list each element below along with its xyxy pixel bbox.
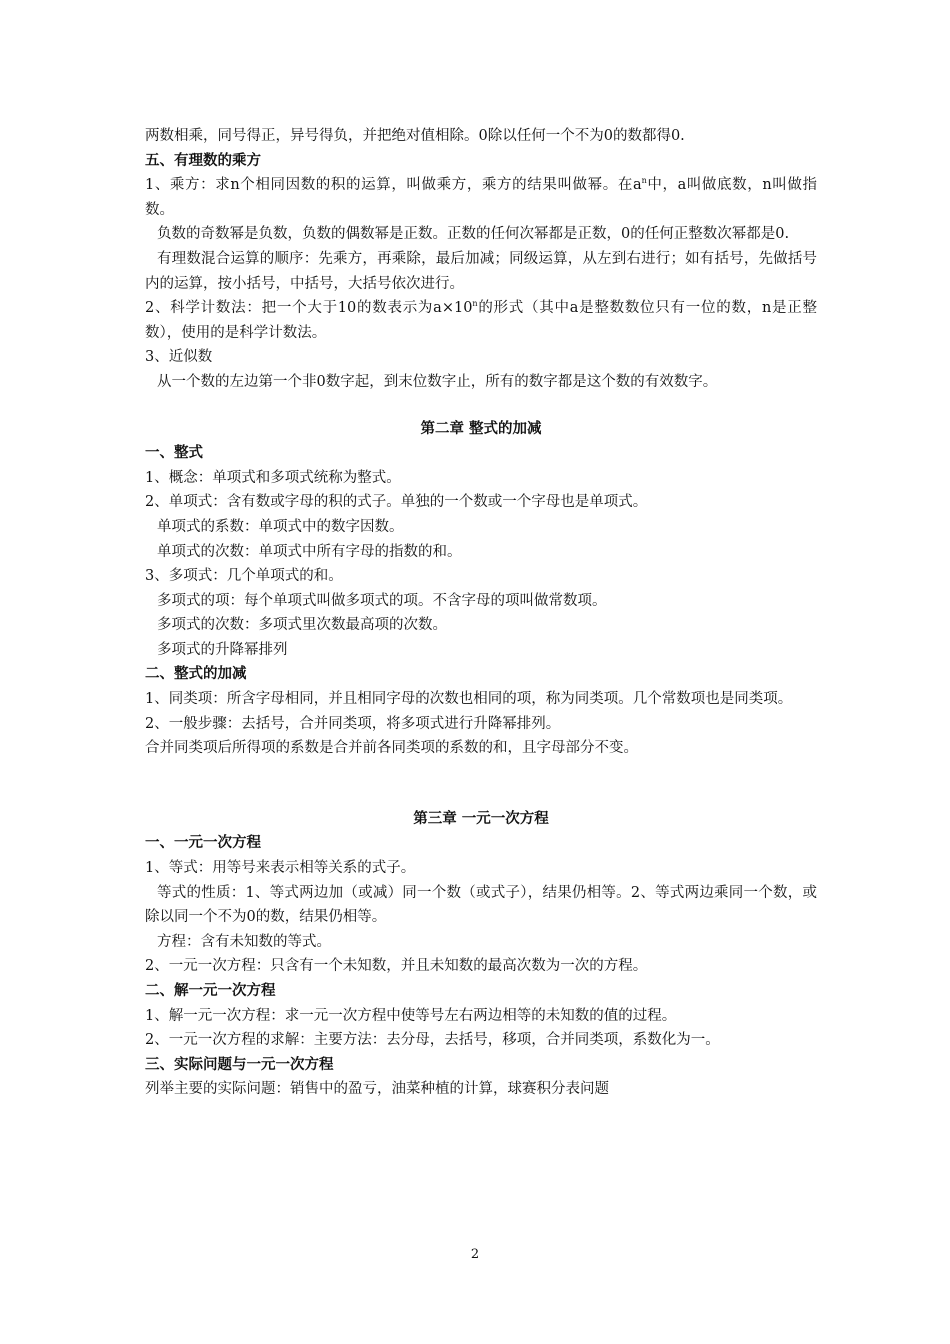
section-heading: 一、整式	[145, 445, 203, 462]
chapter-title: 第二章 整式的加减	[420, 420, 542, 437]
paragraph: 等式的性质：1、等式两边加（或减）同一个数（或式子），结果仍相等。2、等式两边乘同一个数，或除以同一个不为0的数，结果仍相等。	[145, 884, 817, 926]
section-heading: 二、整式的加减	[145, 666, 247, 683]
paragraph: 多项式的项：每个单项式叫做多项式的项。不含字母的项叫做常数项。	[157, 592, 607, 609]
chapter-title: 第三章 一元一次方程	[413, 810, 549, 827]
section-heading: 一、一元一次方程	[145, 835, 261, 852]
page-number: 2	[470, 1247, 480, 1262]
paragraph: 单项式的次数：单项式中所有字母的指数的和。	[157, 543, 462, 560]
paragraph: 3、近似数	[145, 349, 213, 366]
paragraph: 多项式的升降幂排列	[157, 641, 288, 658]
paragraph: 1、同类项：所含字母相同，并且相同字母的次数也相同的项，称为同类项。几个常数项也是同类项。	[145, 691, 793, 708]
paragraph: 两数相乘，同号得正，异号得负，并把绝对值相除。0除以任何一个不为0的数都得0.	[145, 128, 685, 144]
paragraph: 有理数混合运算的顺序：先乘方，再乘除，最后加减；同级运算，从左到右进行；如有括号，先做括号内的运算，按小括号，中括号，大括号依次进行。	[145, 250, 817, 292]
paragraph: 2、科学计数法：把一个大于10的数表示为$a\times 10^n$的形式（其中a是整数数位只有一位的数，n是正整数），使用的是科学计数法。	[145, 299, 818, 341]
section-heading: 二、解一元一次方程	[145, 983, 276, 999]
paragraph: 列举主要的实际问题：销售中的盈亏，油菜种植的计算，球赛积分表问题	[145, 1081, 609, 1098]
paragraph: 从一个数的左边第一个非0数字起，到末位数字止，所有的数字都是这个数的有效数字。	[157, 373, 718, 390]
paragraph: 1、解一元一次方程：求一元一次方程中使等号左右两边相等的未知数的值的过程。	[145, 1007, 677, 1024]
paragraph: 2、一般步骤：去括号，合并同类项，将多项式进行升降幂排列。	[145, 715, 561, 732]
paragraph: 1、概念：单项式和多项式统称为整式。	[145, 469, 401, 486]
paragraph: 负数的奇数幂是负数，负数的偶数幂是正数。正数的任何次幂都是正数，0的任何正整数次幂都是0.	[157, 226, 790, 243]
paragraph: 1、乘方：求n个相同因数的积的运算，叫做乘方，乘方的结果叫做幂。在$a^n$中，a叫做底数，n叫做指数。	[145, 176, 817, 218]
paragraph: 多项式的次数：多项式里次数最高项的次数。	[157, 617, 447, 634]
section-heading: 五、有理数的乘方	[145, 152, 261, 169]
superscript: n	[641, 176, 647, 186]
paragraph: 2、一元一次方程：只含有一个未知数，并且未知数的最高次数为一次的方程。	[145, 958, 648, 975]
page-content	[145, 124, 817, 1102]
paragraph: 合并同类项后所得项的系数是合并前各同类项的系数的和，且字母部分不变。	[145, 740, 638, 757]
paragraph: 单项式的系数：单项式中的数字因数。	[157, 518, 404, 535]
paragraph: 3、多项式：几个单项式的和。	[145, 568, 343, 585]
section-heading: 三、实际问题与一元一次方程	[145, 1056, 334, 1073]
paragraph: 方程：含有未知数的等式。	[157, 933, 331, 950]
superscript: n	[472, 299, 478, 309]
paragraph: 2、单项式：含有数或字母的积的式子。单独的一个数或一个字母也是单项式。	[145, 494, 648, 511]
paragraph: 2、一元一次方程的求解：主要方法：去分母，去括号，移项，合并同类项，系数化为一。	[145, 1032, 720, 1049]
paragraph: 1、等式：用等号来表示相等关系的式子。	[145, 860, 416, 877]
